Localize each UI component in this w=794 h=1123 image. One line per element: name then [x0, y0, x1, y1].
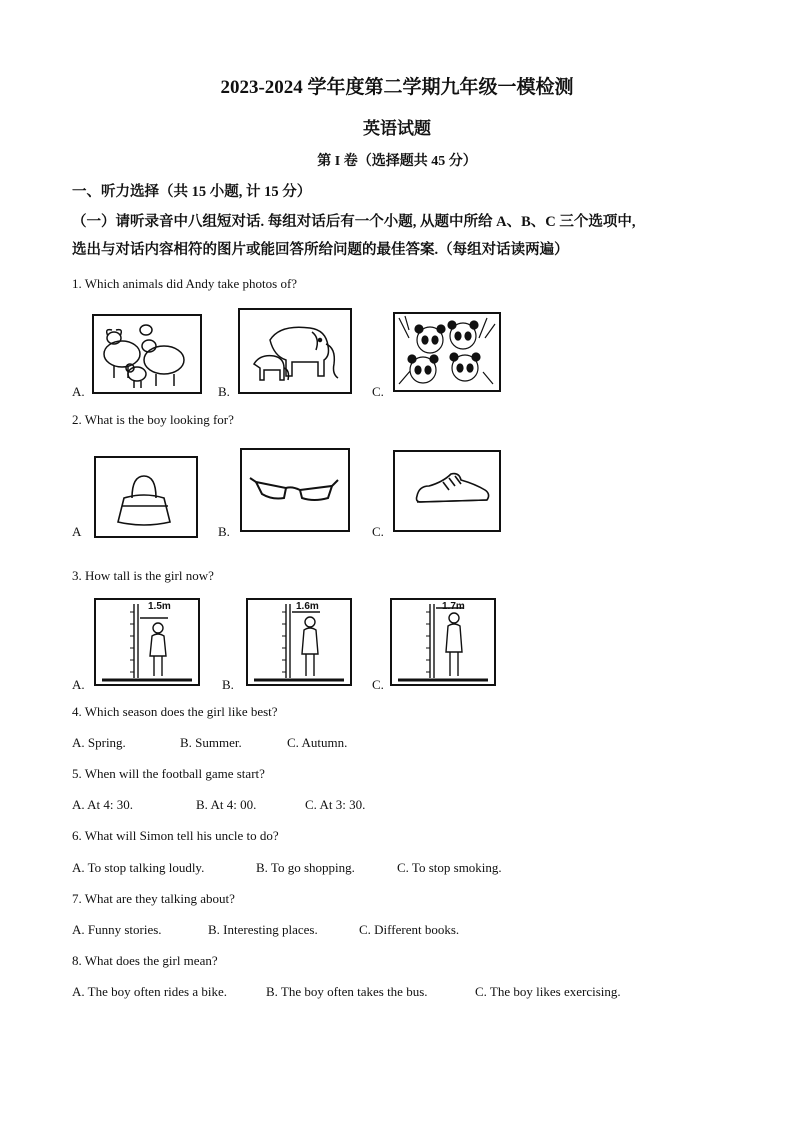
question-2-option-b-label: B.: [218, 524, 230, 539]
height-marker-a: 1.5m: [148, 601, 171, 612]
question-7-option-b[interactable]: B. Interesting places.: [208, 922, 318, 937]
sheep-picture: [92, 314, 202, 394]
question-6-option-a[interactable]: A. To stop talking loudly.: [72, 860, 205, 875]
exam-title: 2023-2024 学年度第二学期九年级一模检测: [220, 77, 574, 98]
question-3-option-b-label: B.: [222, 677, 234, 692]
handbag-picture: [94, 456, 198, 538]
question-1-option-c-label: C.: [372, 384, 384, 399]
volume-heading: 第 I 卷（选择题共 45 分）: [317, 154, 477, 169]
question-1-option-b-label: B.: [218, 384, 230, 399]
question-6-text: 6. What will Simon tell his uncle to do?: [72, 828, 279, 843]
sneaker-picture: [393, 450, 501, 532]
exam-subject: 英语试题: [363, 119, 431, 138]
question-6-option-c[interactable]: C. To stop smoking.: [397, 860, 502, 875]
question-2-text: 2. What is the boy looking for?: [72, 412, 234, 427]
question-7-option-a[interactable]: A. Funny stories.: [72, 922, 162, 937]
question-5-option-b[interactable]: B. At 4: 00.: [196, 797, 257, 812]
question-8-option-b[interactable]: B. The boy often takes the bus.: [266, 984, 428, 999]
height-marker-b: 1.6m: [296, 601, 319, 612]
question-2-option-c-label: C.: [372, 524, 384, 539]
question-7-option-c[interactable]: C. Different books.: [359, 922, 460, 937]
height-marker-c: 1.7m: [442, 601, 465, 612]
instruction-line-1: （一）请听录音中八组短对话. 每组对话后有一个小题, 从题中所给 A、B、C 三个选项中,: [72, 214, 636, 230]
elephants-picture: [238, 308, 352, 394]
question-8-option-a[interactable]: A. The boy often rides a bike.: [72, 984, 227, 999]
question-5-text: 5. When will the football game start?: [72, 766, 265, 781]
question-4-option-a[interactable]: A. Spring.: [72, 735, 126, 750]
question-5-option-a[interactable]: A. At 4: 30.: [72, 797, 134, 812]
question-8-option-c[interactable]: C. The boy likes exercising.: [475, 984, 621, 999]
question-4-option-c[interactable]: C. Autumn.: [287, 735, 348, 750]
glasses-picture: [240, 448, 350, 532]
question-5-option-c[interactable]: C. At 3: 30.: [305, 797, 366, 812]
question-4-option-b[interactable]: B. Summer.: [180, 735, 242, 750]
section-heading: 一、听力选择（共 15 小题, 计 15 分）: [72, 184, 312, 200]
question-6-option-b[interactable]: B. To go shopping.: [256, 860, 355, 875]
height-chart-picture-a: [94, 598, 200, 686]
question-3-text: 3. How tall is the girl now?: [72, 568, 214, 583]
question-1-text: 1. Which animals did Andy take photos of?: [72, 276, 298, 291]
question-8-text: 8. What does the girl mean?: [72, 953, 218, 968]
instruction-line-2: 选出与对话内容相符的图片或能回答所给问题的最佳答案.（每组对话读两遍）: [72, 242, 569, 258]
question-4-text: 4. Which season does the girl like best?: [72, 704, 278, 719]
question-3-option-c-label: C.: [372, 677, 384, 692]
question-1-option-a-label: A.: [72, 384, 85, 399]
pandas-picture: [393, 312, 501, 392]
section-instructions: [72, 208, 732, 264]
question-3-option-a-label: A.: [72, 677, 85, 692]
question-2-option-a-label: A: [72, 524, 82, 539]
question-7-text: 7. What are they talking about?: [72, 891, 235, 906]
